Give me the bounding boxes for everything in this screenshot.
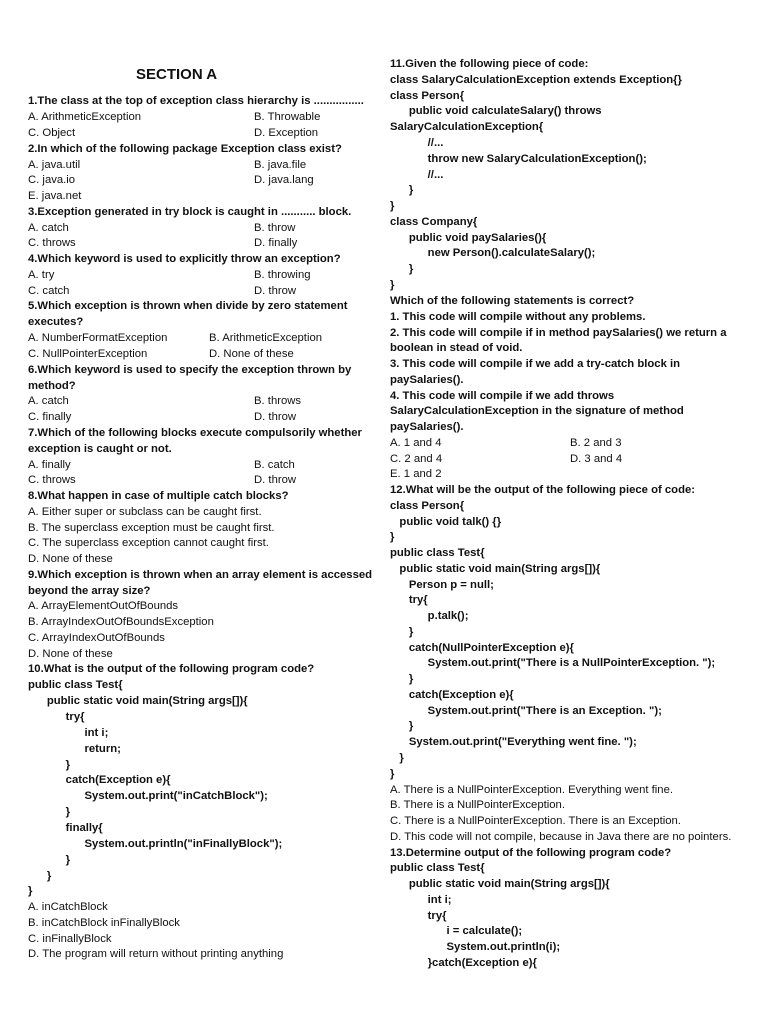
text-line: 11.Given the following piece of code: (390, 58, 589, 70)
text-line: 12.What will be the output of the following piece of code: (390, 484, 696, 496)
text-line: 1.The class at the top of exception class hierarchy is ................ (28, 95, 364, 107)
text-line: 4.Which keyword is used to explicitly throw an exception? (28, 253, 341, 265)
text-line: return; (28, 743, 121, 755)
text-line: C. The superclass exception cannot caught first. (28, 537, 269, 549)
text-line: A. catch (28, 395, 69, 407)
text-line: A. NumberFormatException (28, 332, 168, 344)
text-line: System.out.print("inCatchBlock"); (28, 790, 268, 802)
option-text: D. throw (254, 474, 297, 486)
text-line: public void calculateSalary() throws (390, 105, 602, 117)
option-text: D. None of these (209, 348, 294, 360)
text-line: } (390, 626, 414, 638)
text-line: try{ (390, 910, 447, 922)
text-line: A. try (28, 269, 55, 281)
text-line: public class Test{ (390, 547, 485, 559)
text-line: beyond the array size? (28, 585, 151, 597)
text-line: C. ArrayIndexOutOfBounds (28, 632, 165, 644)
text-line: //... (390, 137, 444, 149)
text-line: class Person{ (390, 500, 465, 512)
text-line: try{ (28, 711, 85, 723)
text-line: 9.Which exception is thrown when an array element is accessed (28, 569, 373, 581)
text-line: 10.What is the output of the following program code? (28, 663, 315, 675)
option-text: D. throw (254, 411, 297, 423)
text-line: public static void main(String args[]){ (390, 878, 610, 890)
option-text: B. java.file (254, 159, 307, 171)
text-line: finally{ (28, 822, 103, 834)
text-line: } (28, 759, 71, 771)
option-text: D. throw (254, 285, 297, 297)
text-line: A. finally (28, 459, 71, 471)
text-line: 13.Determine output of the following program code? (390, 847, 672, 859)
option-text: B. catch (254, 459, 295, 471)
text-line: } (390, 531, 395, 543)
text-line: D. The program will return without printing anything (28, 948, 284, 960)
text-line: } (390, 184, 414, 196)
text-line: E. 1 and 2 (390, 468, 442, 480)
text-line: //... (390, 169, 444, 181)
text-line: paySalaries(). (390, 421, 464, 433)
text-line: C. finally (28, 411, 72, 423)
text-line: C. throws (28, 474, 76, 486)
text-line: D. None of these (28, 553, 113, 565)
text-line: } (28, 885, 33, 897)
text-line: C. 2 and 4 (390, 453, 443, 465)
text-line: public static void main(String args[]){ (390, 563, 601, 575)
text-line: 5.Which exception is thrown when divide by zero statement (28, 300, 348, 312)
option-text: B. ArithmeticException (209, 332, 323, 344)
text-line: method? (28, 380, 76, 392)
text-line: public void talk() {} (390, 516, 502, 528)
text-line: class Company{ (390, 216, 478, 228)
text-line: } (28, 870, 52, 882)
text-line: System.out.print("There is a NullPointerException. "); (390, 657, 716, 669)
text-line: catch(Exception e){ (28, 774, 171, 786)
text-line: } (390, 200, 395, 212)
text-line: 3.Exception generated in try block is caught in ........... block. (28, 206, 352, 218)
text-line: exception is caught or not. (28, 443, 172, 455)
text-line: A. java.util (28, 159, 81, 171)
option-text: B. Throwable (254, 111, 321, 123)
text-line: D. This code will not compile, because in Java there are no pointers. (390, 831, 732, 843)
text-line: } (28, 806, 71, 818)
text-line: System.out.print("Everything went fine. "); (390, 736, 637, 748)
text-line: A. ArithmeticException (28, 111, 142, 123)
text-line: 2. This code will compile if in method paySalaries() we return a (390, 327, 727, 339)
text-line: A. ArrayElementOutOfBounds (28, 600, 179, 612)
text-line: new Person().calculateSalary(); (390, 247, 596, 259)
text-line: A. Either super or subclass can be caught first. (28, 506, 262, 518)
text-line: 4. This code will compile if we add throws (390, 390, 615, 402)
text-line: C. java.io (28, 174, 76, 186)
text-line: C. throws (28, 237, 76, 249)
text-line: executes? (28, 316, 84, 328)
text-line: SalaryCalculationException in the signature of method (390, 405, 684, 417)
text-line: } (390, 768, 395, 780)
text-line: public void paySalaries(){ (390, 232, 547, 244)
text-line: B. ArrayIndexOutOfBoundsException (28, 616, 214, 628)
text-line: } (390, 752, 404, 764)
text-line: int i; (390, 894, 452, 906)
text-line: try{ (390, 594, 428, 606)
text-line: public class Test{ (28, 679, 123, 691)
text-line: A. 1 and 4 (390, 437, 442, 449)
text-line: }catch(Exception e){ (390, 957, 537, 969)
text-line: A. catch (28, 222, 69, 234)
text-line: A. There is a NullPointerException. Everything went fine. (390, 784, 673, 796)
text-line: 1. This code will compile without any problems. (390, 311, 646, 323)
text-line: boolean in stead of void. (390, 342, 523, 354)
text-line: 7.Which of the following blocks execute compulsorily whether (28, 427, 362, 439)
text-line: public class Test{ (390, 862, 485, 874)
text-line: } (28, 854, 71, 866)
section-title: SECTION A (136, 66, 218, 83)
text-line: class Person{ (390, 90, 465, 102)
text-line: class SalaryCalculationException extends Exception{} (390, 74, 682, 86)
text-line: public static void main(String args[]){ (28, 695, 248, 707)
text-line: } (390, 720, 414, 732)
text-line: B. The superclass exception must be caught first. (28, 522, 275, 534)
text-line: D. None of these (28, 648, 113, 660)
text-line: C. inFinallyBlock (28, 933, 112, 945)
text-line: C. NullPointerException (28, 348, 148, 360)
option-text: D. finally (254, 237, 298, 249)
text-line: } (390, 263, 414, 275)
text-line: SalaryCalculationException{ (390, 121, 544, 133)
text-line: B. There is a NullPointerException. (390, 799, 565, 811)
text-line: C. Object (28, 127, 76, 139)
option-text: D. Exception (254, 127, 319, 139)
text-line: 6.Which keyword is used to specify the exception thrown by (28, 364, 352, 376)
text-line: 3. This code will compile if we add a try-catch block in (390, 358, 681, 370)
text-line: A. inCatchBlock (28, 901, 108, 913)
text-line: p.talk(); (390, 610, 469, 622)
option-text: D. java.lang (254, 174, 314, 186)
option-text: B. 2 and 3 (570, 437, 622, 449)
text-line: C. catch (28, 285, 70, 297)
option-text: B. throws (254, 395, 302, 407)
text-line: catch(NullPointerException e){ (390, 642, 574, 654)
text-line: 2.In which of the following package Exception class exist? (28, 143, 342, 155)
option-text: B. throwing (254, 269, 311, 281)
text-line: i = calculate(); (390, 925, 523, 937)
text-line: B. inCatchBlock inFinallyBlock (28, 917, 180, 929)
text-line: C. There is a NullPointerException. There is an Exception. (390, 815, 681, 827)
text-line: E. java.net (28, 190, 82, 202)
text-line: Which of the following statements is correct? (390, 295, 635, 307)
text-line: } (390, 279, 395, 291)
text-line: } (390, 673, 414, 685)
text-line: throw new SalaryCalculationException(); (390, 153, 647, 165)
text-line: paySalaries(). (390, 374, 464, 386)
option-text: D. 3 and 4 (570, 453, 623, 465)
text-line: System.out.println(i); (390, 941, 561, 953)
text-line: System.out.println("inFinallyBlock"); (28, 838, 283, 850)
text-line: System.out.print("There is an Exception. "); (390, 705, 662, 717)
option-text: B. throw (254, 222, 296, 234)
text-line: 8.What happen in case of multiple catch blocks? (28, 490, 289, 502)
text-line: Person p = null; (390, 579, 494, 591)
text-line: int i; (28, 727, 109, 739)
text-line: catch(Exception e){ (390, 689, 514, 701)
